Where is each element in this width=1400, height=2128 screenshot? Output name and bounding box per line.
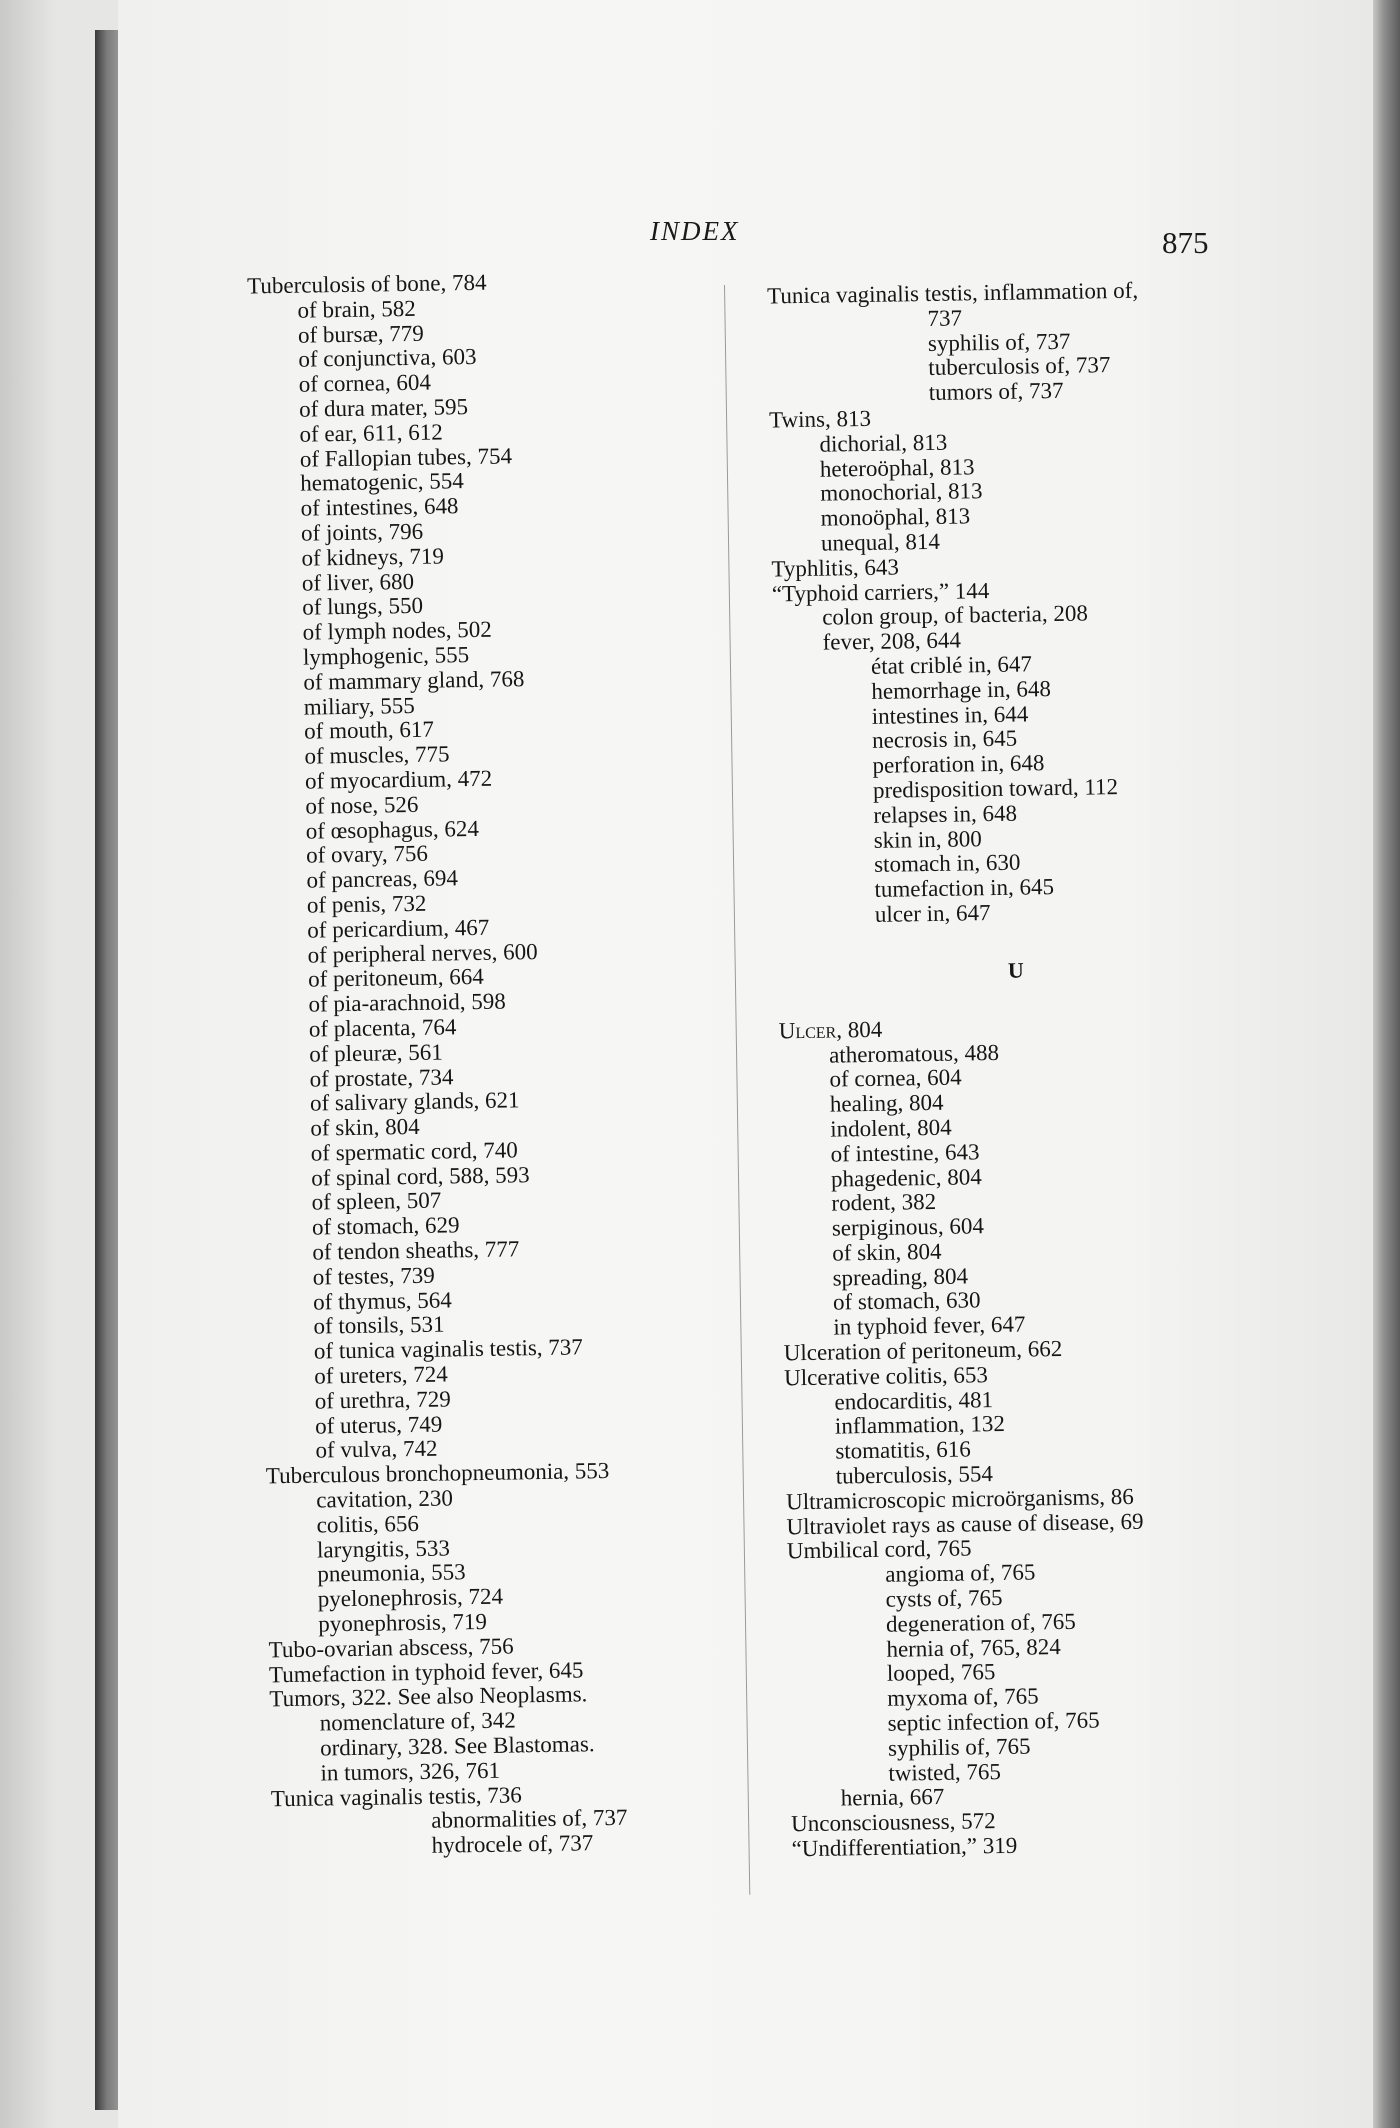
index-subentry: cavitation, 230 [316,1485,454,1513]
index-entry: Tuberculosis of bone, 784 [246,269,487,299]
index-subentry: lymphogenic, 555 [302,642,470,670]
index-subentry: monoöphal, 813 [820,503,971,531]
index-subentry: of prostate, 734 [309,1063,454,1092]
index-subentry: syphilis of, 737 [927,328,1071,356]
index-subentry: stomatitis, 616 [835,1436,971,1464]
index-subentry: of conjunctiva, 603 [298,344,477,373]
index-subentry: looped, 765 [886,1659,996,1687]
index-entry: Ulceration of peritoneum, 662 [783,1336,1063,1366]
index-entry: “Undifferentiation,” 319 [791,1832,1018,1862]
index-subentry: of intestines, 648 [300,493,459,521]
index-subentry: of tendon sheaths, 777 [312,1236,520,1265]
index-entry: Tumors, 322. See also Neoplasms. [269,1681,588,1712]
index-subentry: of brain, 582 [297,295,416,323]
index-subentry: ulcer in, 647 [874,899,991,927]
index-entry: Tunica vaginalis testis, 736 [270,1781,522,1811]
index-subentry: of pleuræ, 561 [309,1039,443,1067]
index-subentry: pneumonia, 553 [317,1559,466,1587]
index-subentry: of Fallopian tubes, 754 [299,442,513,472]
index-column-right [735,277,1280,1863]
index-subentry: miliary, 555 [303,692,415,720]
index-entry: Ulcerative colitis, 653 [783,1362,989,1391]
index-subentry: twisted, 765 [888,1758,1002,1786]
index-subentry: nomenclature of, 342 [319,1707,517,1736]
index-subentry: of intestine, 643 [830,1138,980,1167]
index-subentry: of pericardium, 467 [307,914,490,943]
index-subentry: angioma of, 765 [885,1559,1036,1588]
index-subentry: degeneration of, 765 [885,1608,1076,1637]
index-subentry: of myocardium, 472 [304,765,493,794]
index-subentry: pyelonephrosis, 724 [317,1583,504,1612]
index-subentry: of dura mater, 595 [298,394,469,422]
index-subentry: of lungs, 550 [302,593,424,621]
index-subentry: of bursæ, 779 [297,320,425,348]
index-subentry: of spinal cord, 588, 593 [310,1161,530,1191]
index-subentry: of mouth, 617 [303,716,435,744]
index-entry: Unconsciousness, 572 [790,1808,996,1837]
index-subentry: septic infection of, 765 [887,1707,1100,1736]
index-subentry: in typhoid fever, 647 [833,1311,1026,1340]
index-subentry: ordinary, 328. See Blastomas. [319,1731,595,1761]
index-subentry: cysts of, 765 [885,1585,1003,1612]
index-subentry: intestines in, 644 [871,700,1029,729]
index-entry: Twins, 813 [768,405,872,433]
index-entry: Ulcer, 804 [778,1016,883,1044]
index-entry: Umbilical cord, 765 [786,1535,972,1564]
index-subentry: rodent, 382 [831,1189,937,1216]
index-subentry: perforation in, 648 [872,750,1045,779]
index-subentry: of spermatic cord, 740 [310,1137,518,1166]
index-subentry: heteroöphal, 813 [819,453,975,482]
index-subentry: of liver, 680 [301,568,415,596]
index-subentry: of skin, 804 [310,1113,420,1141]
index-subentry: of penis, 732 [306,890,427,918]
index-subentry: of peripheral nerves, 600 [307,938,538,968]
index-subentry: of pia-arachnoid, 598 [308,988,506,1017]
index-subentry: of ureters, 724 [314,1361,448,1389]
index-subentry: unequal, 814 [820,528,941,556]
index-subentry: myxoma of, 765 [887,1683,1039,1712]
index-subentry: dichorial, 813 [819,429,948,457]
index-subentry: of pancreas, 694 [306,865,459,893]
index-subentry: abnormalities of, 737 [431,1805,628,1834]
index-subentry: of uterus, 749 [314,1411,443,1439]
index-entry: Ultramicroscopic microörganisms, 86 [785,1483,1134,1515]
index-subentry: of peritoneum, 664 [307,964,484,992]
index-subentry: indolent, 804 [830,1114,952,1142]
index-subentry: état criblé in, 647 [870,651,1033,679]
index-subentry: in tumors, 326, 761 [320,1757,501,1786]
index-subentry: of stomach, 630 [832,1287,981,1316]
index-subentry: of cornea, 604 [829,1064,962,1092]
index-subentry: colon group, of bacteria, 208 [822,600,1089,631]
index-subentry: skin in, 800 [873,825,982,853]
index-subentry: necrosis in, 645 [871,725,1018,754]
index-subentry: laryngitis, 533 [316,1535,451,1563]
index-subentry: of placenta, 764 [308,1014,457,1042]
index-subentry: phagedenic, 804 [830,1163,982,1192]
index-subentry: hematogenic, 554 [300,468,464,497]
index-subentry: of salivary glands, 621 [309,1087,520,1116]
index-subentry: fever, 208, 644 [822,627,962,655]
index-subentry: syphilis of, 765 [887,1733,1031,1761]
index-subentry: hemorrhage in, 648 [871,675,1052,704]
index-subentry: of ovary, 756 [305,841,429,868]
index-entry: “Typhoid carriers,” 144 [771,577,990,607]
index-subentry: stomach in, 630 [873,849,1021,878]
index-subentry: pyonephrosis, 719 [318,1608,488,1637]
running-head: INDEX [650,216,740,246]
index-continuation: 737 [927,305,963,331]
index-subentry: of ear, 611, 612 [299,419,443,447]
index-entry: Tuberculous bronchopneumonia, 553 [265,1458,610,1489]
index-subentry: of nose, 526 [305,791,419,819]
index-subentry: of cornea, 604 [298,369,432,397]
index-subentry: tumors of, 737 [928,378,1064,406]
index-subentry: predisposition toward, 112 [872,773,1119,803]
index-subentry: of œsophagus, 624 [305,815,480,844]
index-entry: Tunica vaginalis testis, inflammation of, [766,277,1139,309]
index-subentry: healing, 804 [829,1089,944,1117]
index-subentry: of urethra, 729 [314,1386,451,1414]
index-subentry: atheromatous, 488 [828,1039,1000,1068]
index-entry: Tumefaction in typhoid fever, 645 [268,1657,584,1687]
index-subentry: spreading, 804 [832,1263,969,1291]
index-subentry: tumefaction in, 645 [874,874,1055,903]
index-subentry: of tonsils, 531 [313,1311,445,1340]
index-subentry: of stomach, 629 [311,1212,460,1240]
index-subentry: of skin, 804 [832,1238,942,1266]
index-subentry: endocarditis, 481 [834,1386,994,1415]
index-subentry: inflammation, 132 [834,1411,1006,1440]
index-entry: Tubo-ovarian abscess, 756 [268,1633,514,1663]
index-subentry: hydrocele of, 737 [431,1830,594,1858]
index-entry: Ultraviolet rays as cause of disease, 69 [786,1508,1144,1539]
index-subentry: colitis, 656 [316,1510,420,1538]
index-subentry: of tunica vaginalis testis, 737 [313,1334,584,1364]
index-subentry: hernia of, 765, 824 [886,1633,1062,1662]
index-subentry: monochorial, 813 [820,478,983,507]
index-entry: Typhlitis, 643 [771,554,900,582]
index-subentry: of joints, 796 [300,518,424,546]
index-subentry: of mammary gland, 768 [303,665,525,695]
index-column-left [215,268,710,1862]
section-letter-heading: U [1007,957,1024,983]
page-number: 875 [1162,225,1209,260]
index-subentry: tuberculosis of, 737 [928,352,1111,381]
index-subentry: of kidneys, 719 [301,543,445,571]
index-subentry: relapses in, 648 [873,800,1018,828]
index-subentry: serpiginous, 604 [831,1213,985,1241]
index-subentry: tuberculosis, 554 [835,1461,994,1489]
index-subentry: of testes, 739 [312,1262,435,1290]
index-subentry: of vulva, 742 [315,1436,438,1464]
index-subentry: of thymus, 564 [312,1287,452,1315]
page-right-edge [1373,0,1400,2128]
index-subentry: hernia, 667 [840,1784,945,1811]
index-subentry: of muscles, 775 [304,741,450,769]
index-subentry: of lymph nodes, 502 [302,616,492,645]
index-subentry: of spleen, 507 [311,1188,442,1216]
